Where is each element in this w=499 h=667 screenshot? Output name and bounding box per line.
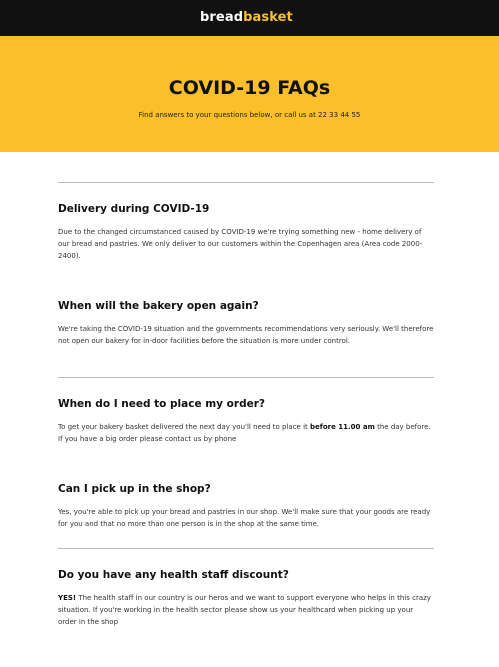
top-navigation-bar (0, 0, 499, 36)
faq-answer-emphasis: before 11.00 am (310, 423, 375, 431)
divider (58, 377, 434, 378)
faq-question: Can I pick up in the shop? (58, 483, 211, 495)
faq-answer (58, 592, 434, 628)
hero-banner (0, 36, 499, 152)
faq-answer-text: The health staff in our country is our heros and we want to support everyone who helps in this crazy situation. If you're working in the health sector please show us your healthcard when picking up your order in the shop (58, 594, 431, 626)
page-title: COVID-19 FAQs (168, 77, 331, 99)
faq-item (58, 299, 434, 347)
faq-answer-emphasis: YES! (58, 594, 77, 602)
faq-question: When do I need to place my order? (58, 398, 265, 410)
faq-answer-text: To get your bakery basket delivered the next day you'll need to place it (58, 423, 311, 431)
faq-question: When will the bakery open again? (58, 300, 259, 312)
faq-answer (58, 421, 434, 445)
faq-item (58, 482, 434, 530)
breadbasket-logo[interactable] (200, 10, 293, 26)
logo-part-bread: bread (200, 10, 244, 25)
faq-item (58, 568, 434, 628)
page-subtitle: Find answers to your questions below, or call us at 22 33 44 55 (138, 111, 361, 119)
faq-answer-text: the day before. If you have a big order please contact us by phone (58, 423, 431, 443)
faq-answer: We're taking the COVID-19 situation and the governments recommendations very seriously. We'll therefore not open our bakery for in-door facilities before the situation is more under control. (58, 325, 434, 345)
logo-part-basket: basket (243, 10, 293, 25)
faq-item (58, 397, 434, 445)
faq-question: Do you have any health staff discount? (58, 569, 289, 581)
faq-item (58, 202, 434, 262)
faq-answer: Yes, you're able to pick up your bread and pastries in our shop. We'll make sure that your goods are ready for you and that no more than one person is in the shop at the same time. (58, 508, 431, 528)
faq-question: Delivery during COVID-19 (58, 203, 210, 215)
divider (58, 548, 434, 549)
divider (58, 182, 434, 183)
faq-answer: Due to the changed circumstanced caused by COVID-19 we're trying something new - home delivery of our bread and pastries. We only deliver to our customers within the Copenhagen area (Area code 2000-2400). (58, 228, 423, 260)
